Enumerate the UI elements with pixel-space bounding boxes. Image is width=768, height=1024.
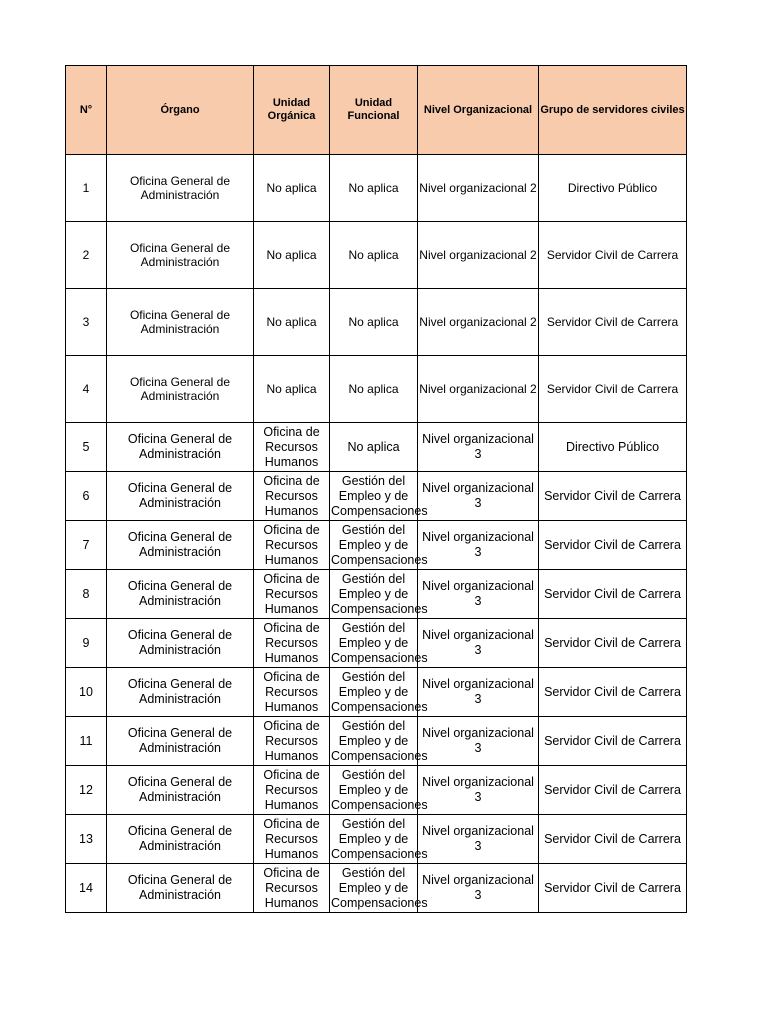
header-row bbox=[66, 66, 687, 155]
cell-unidad-organica-text: No aplica bbox=[266, 315, 317, 329]
cell-unidad-organica bbox=[254, 289, 330, 356]
cell-nivel-organizacional-text: Nivel organizacional 3 bbox=[422, 530, 534, 559]
cell-num bbox=[66, 155, 107, 222]
cell-num-text: 12 bbox=[79, 782, 93, 797]
table-row bbox=[66, 570, 687, 619]
cell-nivel-organizacional bbox=[418, 619, 539, 668]
cell-grupo-servidores-text: Servidor Civil de Carrera bbox=[546, 248, 679, 262]
cell-organo bbox=[107, 668, 254, 717]
cell-grupo-servidores-text: Servidor Civil de Carrera bbox=[544, 782, 681, 797]
cell-nivel-organizacional-text: Nivel organizacional 3 bbox=[422, 775, 534, 804]
cell-num-text: 3 bbox=[82, 315, 90, 329]
cell-unidad-funcional-text: No aplica bbox=[347, 439, 400, 454]
cell-unidad-funcional bbox=[330, 717, 428, 766]
cell-nivel-organizacional bbox=[418, 423, 539, 472]
cell-unidad-organica bbox=[254, 570, 330, 619]
cell-unidad-funcional bbox=[330, 619, 428, 668]
cell-num bbox=[66, 570, 107, 619]
cell-num-text: 5 bbox=[82, 439, 90, 454]
cell-unidad-funcional-text: Gestión del Empleo y de Compensaciones bbox=[331, 865, 428, 910]
cell-grupo-servidores-text: Servidor Civil de Carrera bbox=[544, 586, 681, 601]
cell-organo-text: Oficina General de Administración bbox=[127, 481, 233, 510]
cell-unidad-organica bbox=[254, 423, 330, 472]
cell-grupo-servidores bbox=[539, 570, 687, 619]
cell-unidad-organica bbox=[254, 717, 330, 766]
cell-nivel-organizacional bbox=[418, 521, 539, 570]
cell-unidad-funcional bbox=[330, 815, 428, 864]
cell-grupo-servidores bbox=[539, 472, 687, 521]
cell-nivel-organizacional-text: Nivel organizacional 3 bbox=[422, 579, 534, 608]
cell-organo bbox=[107, 717, 254, 766]
cell-grupo-servidores-text: Servidor Civil de Carrera bbox=[544, 880, 681, 895]
cell-unidad-funcional bbox=[330, 521, 428, 570]
cell-unidad-funcional-text: No aplica bbox=[348, 315, 399, 329]
cell-unidad-funcional bbox=[330, 155, 418, 222]
cell-num bbox=[66, 521, 107, 570]
cell-nivel-organizacional-text: Nivel organizacional 3 bbox=[422, 481, 534, 510]
cell-grupo-servidores bbox=[539, 289, 687, 356]
cell-num-text: 9 bbox=[82, 635, 90, 650]
cell-grupo-servidores bbox=[539, 155, 687, 222]
cell-grupo-servidores bbox=[539, 356, 687, 423]
cell-unidad-organica bbox=[254, 619, 330, 668]
table-row bbox=[66, 717, 687, 766]
table-row bbox=[66, 472, 687, 521]
cell-unidad-organica bbox=[254, 222, 330, 289]
cell-unidad-funcional-text: Gestión del Empleo y de Compensaciones bbox=[331, 522, 428, 567]
cell-num-text: 2 bbox=[82, 248, 90, 262]
table-row bbox=[66, 356, 687, 423]
cell-organo bbox=[107, 864, 254, 913]
cell-nivel-organizacional bbox=[418, 717, 539, 766]
cell-organo bbox=[107, 766, 254, 815]
cell-unidad-organica bbox=[254, 472, 330, 521]
cell-organo bbox=[107, 570, 254, 619]
cell-nivel-organizacional-text: Nivel organizacional 2 bbox=[419, 248, 537, 262]
cell-unidad-funcional-text: Gestión del Empleo y de Compensaciones bbox=[331, 620, 428, 665]
cell-grupo-servidores bbox=[539, 619, 687, 668]
cell-grupo-servidores bbox=[539, 766, 687, 815]
cell-organo-text: Oficina General de Administración bbox=[127, 530, 233, 559]
cell-num-text: 11 bbox=[79, 733, 93, 748]
cell-num bbox=[66, 423, 107, 472]
cell-organo-text: Oficina General de Administración bbox=[129, 308, 231, 336]
cell-grupo-servidores bbox=[539, 815, 687, 864]
cell-nivel-organizacional-text: Nivel organizacional 2 bbox=[419, 181, 537, 195]
cell-nivel-organizacional-text: Nivel organizacional 2 bbox=[419, 382, 537, 396]
cell-unidad-organica-text: No aplica bbox=[266, 382, 317, 396]
cell-unidad-funcional bbox=[330, 766, 428, 815]
cell-unidad-funcional bbox=[330, 289, 418, 356]
cell-grupo-servidores-text: Servidor Civil de Carrera bbox=[544, 684, 681, 699]
cell-organo-text: Oficina General de Administración bbox=[129, 174, 231, 202]
cell-unidad-funcional-text: No aplica bbox=[348, 382, 399, 396]
cell-nivel-organizacional-text: Nivel organizacional 3 bbox=[422, 432, 534, 461]
cell-unidad-funcional-text: Gestión del Empleo y de Compensaciones bbox=[331, 816, 428, 861]
cell-unidad-organica bbox=[254, 864, 330, 913]
cell-unidad-funcional bbox=[330, 668, 428, 717]
cell-num bbox=[66, 717, 107, 766]
cell-unidad-organica bbox=[254, 815, 330, 864]
cell-nivel-organizacional bbox=[418, 356, 539, 423]
cell-organo-text: Oficina General de Administración bbox=[127, 579, 233, 608]
cell-organo bbox=[107, 356, 254, 423]
cell-organo-text: Oficina General de Administración bbox=[129, 241, 231, 269]
cell-unidad-organica bbox=[254, 356, 330, 423]
cell-nivel-organizacional bbox=[418, 815, 539, 864]
cell-num-text: 10 bbox=[79, 684, 93, 699]
cell-grupo-servidores bbox=[539, 423, 687, 472]
cell-organo-text: Oficina General de Administración bbox=[127, 775, 233, 804]
cell-num bbox=[66, 222, 107, 289]
cell-nivel-organizacional-text: Nivel organizacional 3 bbox=[422, 628, 534, 657]
cell-nivel-organizacional bbox=[418, 766, 539, 815]
cell-unidad-organica-text: Oficina de Recursos Humanos bbox=[263, 865, 320, 910]
table-row bbox=[66, 222, 687, 289]
cell-unidad-funcional bbox=[330, 423, 418, 472]
cell-nivel-organizacional bbox=[418, 570, 539, 619]
table-row bbox=[66, 521, 687, 570]
cell-organo bbox=[107, 155, 254, 222]
cell-unidad-organica-text: Oficina de Recursos Humanos bbox=[263, 571, 320, 616]
cell-organo bbox=[107, 521, 254, 570]
cell-nivel-organizacional bbox=[418, 472, 539, 521]
cell-unidad-funcional-text: Gestión del Empleo y de Compensaciones bbox=[331, 669, 428, 714]
cell-num bbox=[66, 472, 107, 521]
table-header bbox=[66, 66, 687, 155]
cell-unidad-funcional-text: Gestión del Empleo y de Compensaciones bbox=[331, 571, 428, 616]
cell-unidad-funcional-text: Gestión del Empleo y de Compensaciones bbox=[331, 473, 428, 518]
cell-organo bbox=[107, 289, 254, 356]
cell-grupo-servidores-text: Directivo Público bbox=[565, 439, 660, 454]
header-num: N° bbox=[66, 66, 107, 155]
cell-unidad-organica bbox=[254, 766, 330, 815]
cell-nivel-organizacional bbox=[418, 155, 539, 222]
cell-unidad-organica-text: Oficina de Recursos Humanos bbox=[263, 718, 320, 763]
table-row bbox=[66, 766, 687, 815]
cell-grupo-servidores bbox=[539, 668, 687, 717]
cell-grupo-servidores-text: Servidor Civil de Carrera bbox=[546, 382, 679, 396]
cell-num bbox=[66, 619, 107, 668]
table-row bbox=[66, 423, 687, 472]
cell-organo-text: Oficina General de Administración bbox=[127, 628, 233, 657]
cell-unidad-organica bbox=[254, 521, 330, 570]
cell-organo-text: Oficina General de Administración bbox=[127, 824, 233, 853]
cell-unidad-funcional-text: No aplica bbox=[348, 248, 399, 262]
cell-unidad-organica-text: Oficina de Recursos Humanos bbox=[263, 522, 320, 567]
cell-unidad-funcional bbox=[330, 864, 428, 913]
cell-num-text: 1 bbox=[82, 181, 90, 195]
cell-organo-text: Oficina General de Administración bbox=[127, 432, 233, 461]
cell-organo-text: Oficina General de Administración bbox=[127, 873, 233, 902]
cell-organo bbox=[107, 423, 254, 472]
cell-unidad-organica-text: Oficina de Recursos Humanos bbox=[263, 620, 320, 665]
table-row bbox=[66, 668, 687, 717]
cell-organo bbox=[107, 619, 254, 668]
cell-grupo-servidores-text: Servidor Civil de Carrera bbox=[544, 635, 681, 650]
cell-nivel-organizacional-text: Nivel organizacional 3 bbox=[422, 873, 534, 902]
cell-unidad-funcional bbox=[330, 570, 428, 619]
cell-organo bbox=[107, 222, 254, 289]
cell-nivel-organizacional-text: Nivel organizacional 3 bbox=[422, 677, 534, 706]
cell-unidad-organica bbox=[254, 155, 330, 222]
table-body bbox=[66, 155, 687, 913]
cell-num-text: 14 bbox=[79, 880, 93, 895]
cell-unidad-funcional-text: Gestión del Empleo y de Compensaciones bbox=[331, 718, 428, 763]
cell-unidad-funcional-text: No aplica bbox=[348, 181, 399, 195]
cell-num bbox=[66, 766, 107, 815]
table-row bbox=[66, 619, 687, 668]
table-row bbox=[66, 289, 687, 356]
cell-grupo-servidores-text: Servidor Civil de Carrera bbox=[544, 733, 681, 748]
cell-organo-text: Oficina General de Administración bbox=[129, 375, 231, 403]
cell-unidad-organica-text: No aplica bbox=[266, 181, 317, 195]
header-unidad-funcional: Unidad Funcional bbox=[330, 66, 418, 155]
cell-unidad-organica-text: Oficina de Recursos Humanos bbox=[263, 816, 320, 861]
cell-grupo-servidores bbox=[539, 864, 687, 913]
table-row bbox=[66, 815, 687, 864]
header-grupo-servidores: Grupo de servidores civiles bbox=[539, 66, 687, 155]
cell-grupo-servidores bbox=[539, 521, 687, 570]
cell-unidad-organica-text: Oficina de Recursos Humanos bbox=[263, 669, 320, 714]
header-organo: Órgano bbox=[107, 66, 254, 155]
table-row bbox=[66, 864, 687, 913]
cell-grupo-servidores-text: Servidor Civil de Carrera bbox=[546, 315, 679, 329]
cell-nivel-organizacional bbox=[418, 289, 539, 356]
cell-grupo-servidores bbox=[539, 717, 687, 766]
cell-num bbox=[66, 356, 107, 423]
cell-num-text: 7 bbox=[82, 537, 90, 552]
cell-num-text: 6 bbox=[82, 488, 90, 503]
cell-nivel-organizacional-text: Nivel organizacional 3 bbox=[422, 824, 534, 853]
cell-nivel-organizacional bbox=[418, 222, 539, 289]
cell-unidad-organica-text: Oficina de Recursos Humanos bbox=[263, 767, 320, 812]
cell-grupo-servidores-text: Servidor Civil de Carrera bbox=[544, 537, 681, 552]
cell-nivel-organizacional bbox=[418, 668, 539, 717]
cell-num bbox=[66, 815, 107, 864]
header-unidad-organica: Unidad Orgánica bbox=[254, 66, 330, 155]
cell-grupo-servidores-text: Servidor Civil de Carrera bbox=[544, 831, 681, 846]
cell-num-text: 8 bbox=[82, 586, 90, 601]
cell-nivel-organizacional-text: Nivel organizacional 3 bbox=[422, 726, 534, 755]
cell-nivel-organizacional bbox=[418, 864, 539, 913]
cell-grupo-servidores-text: Servidor Civil de Carrera bbox=[544, 488, 681, 503]
cell-unidad-organica-text: Oficina de Recursos Humanos bbox=[263, 424, 320, 469]
cell-unidad-organica-text: No aplica bbox=[266, 248, 317, 262]
cell-unidad-funcional bbox=[330, 356, 418, 423]
cell-grupo-servidores-text: Directivo Público bbox=[567, 181, 658, 195]
servidores-table bbox=[65, 65, 687, 913]
cell-num bbox=[66, 864, 107, 913]
header-nivel-organizacional: Nivel Organizacional bbox=[418, 66, 539, 155]
cell-organo bbox=[107, 815, 254, 864]
cell-num bbox=[66, 289, 107, 356]
cell-grupo-servidores bbox=[539, 222, 687, 289]
cell-unidad-funcional-text: Gestión del Empleo y de Compensaciones bbox=[331, 767, 428, 812]
cell-organo bbox=[107, 472, 254, 521]
table-row bbox=[66, 155, 687, 222]
cell-num-text: 13 bbox=[79, 831, 93, 846]
cell-unidad-funcional bbox=[330, 472, 428, 521]
cell-organo-text: Oficina General de Administración bbox=[127, 726, 233, 755]
cell-unidad-organica-text: Oficina de Recursos Humanos bbox=[263, 473, 320, 518]
cell-num-text: 4 bbox=[82, 382, 90, 396]
cell-unidad-organica bbox=[254, 668, 330, 717]
cell-num bbox=[66, 668, 107, 717]
cell-organo-text: Oficina General de Administración bbox=[127, 677, 233, 706]
cell-unidad-funcional bbox=[330, 222, 418, 289]
cell-nivel-organizacional-text: Nivel organizacional 2 bbox=[419, 315, 537, 329]
